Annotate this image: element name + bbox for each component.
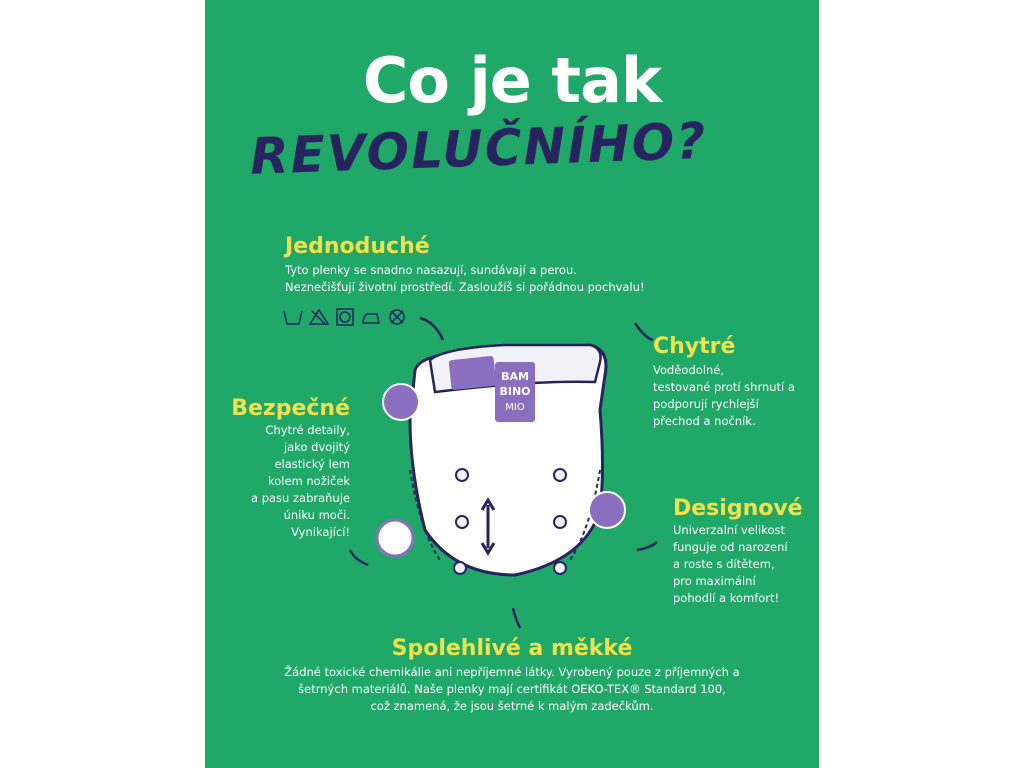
text-designove	[673, 522, 818, 607]
heading-designove: Designové	[673, 496, 803, 521]
logo-line-2: BINO	[499, 385, 531, 398]
text-line: pro maximální	[673, 574, 756, 588]
text-line: Neznečišťují životní prostředí. Zasloužíš si pořádnou pochvalu!	[285, 280, 645, 294]
text-line: a roste s dítětem,	[673, 557, 775, 571]
title-line-2: REVOLUČNÍHO?	[249, 111, 709, 186]
text-line: pohodlí a komfort!	[673, 591, 780, 605]
tumble-dry-icon	[335, 308, 355, 326]
care-icons	[283, 308, 407, 326]
text-line: Voděodolné,	[653, 363, 724, 377]
logo-line-3: MIO	[505, 402, 525, 413]
text-line: funguje od narození	[673, 540, 788, 554]
no-bleach-icon	[309, 308, 329, 326]
text-spolehlive	[205, 664, 819, 715]
text-line: přechod a nočník.	[653, 414, 756, 428]
text-line: Chytré detaily,	[265, 423, 350, 437]
text-bezpecne	[215, 422, 350, 541]
text-line: úniku moči.	[283, 508, 350, 522]
logo-line-1: BAM	[501, 370, 529, 383]
text-line: Univerzalní velikost	[673, 523, 785, 537]
text-line: elastický lem	[274, 457, 350, 471]
text-line: kolem nožiček	[267, 474, 350, 488]
iron-icon	[361, 308, 381, 326]
heading-chytre: Chytré	[653, 334, 736, 359]
heading-spolehlive: Spolehlivé a měkké	[391, 636, 633, 661]
text-line: což znamená, že jsou šetrné k malým zadečkům.	[370, 699, 654, 713]
text-line: jako dvojitý	[283, 440, 350, 454]
text-line: Tyto plenky se snadno nasazují, sundávají a perou.	[285, 263, 577, 277]
heading-bezpecne: Bezpečné	[231, 396, 350, 421]
wash-40-icon	[283, 308, 303, 326]
text-jednoduche	[285, 262, 725, 296]
infographic-panel	[205, 0, 819, 768]
title-line-1: Co je tak	[362, 44, 662, 117]
heading-jednoduche: Jednoduché	[285, 234, 430, 259]
no-dry-clean-icon	[387, 308, 407, 326]
text-line: a pasu zabraňuje	[251, 491, 350, 505]
text-line: šetrných materiálů. Naše plenky mají certifikát OEKO-TEX® Standard 100,	[298, 682, 726, 696]
text-line: testované protí shrnutí a	[653, 380, 795, 394]
text-chytre	[653, 362, 819, 430]
text-line: podporují rychlejší	[653, 397, 759, 411]
text-line: Žádné toxické chemikálie ani nepříjemné látky. Vyrobený pouze z příjemných a	[284, 665, 740, 679]
text-line: Vynikající!	[291, 525, 350, 539]
